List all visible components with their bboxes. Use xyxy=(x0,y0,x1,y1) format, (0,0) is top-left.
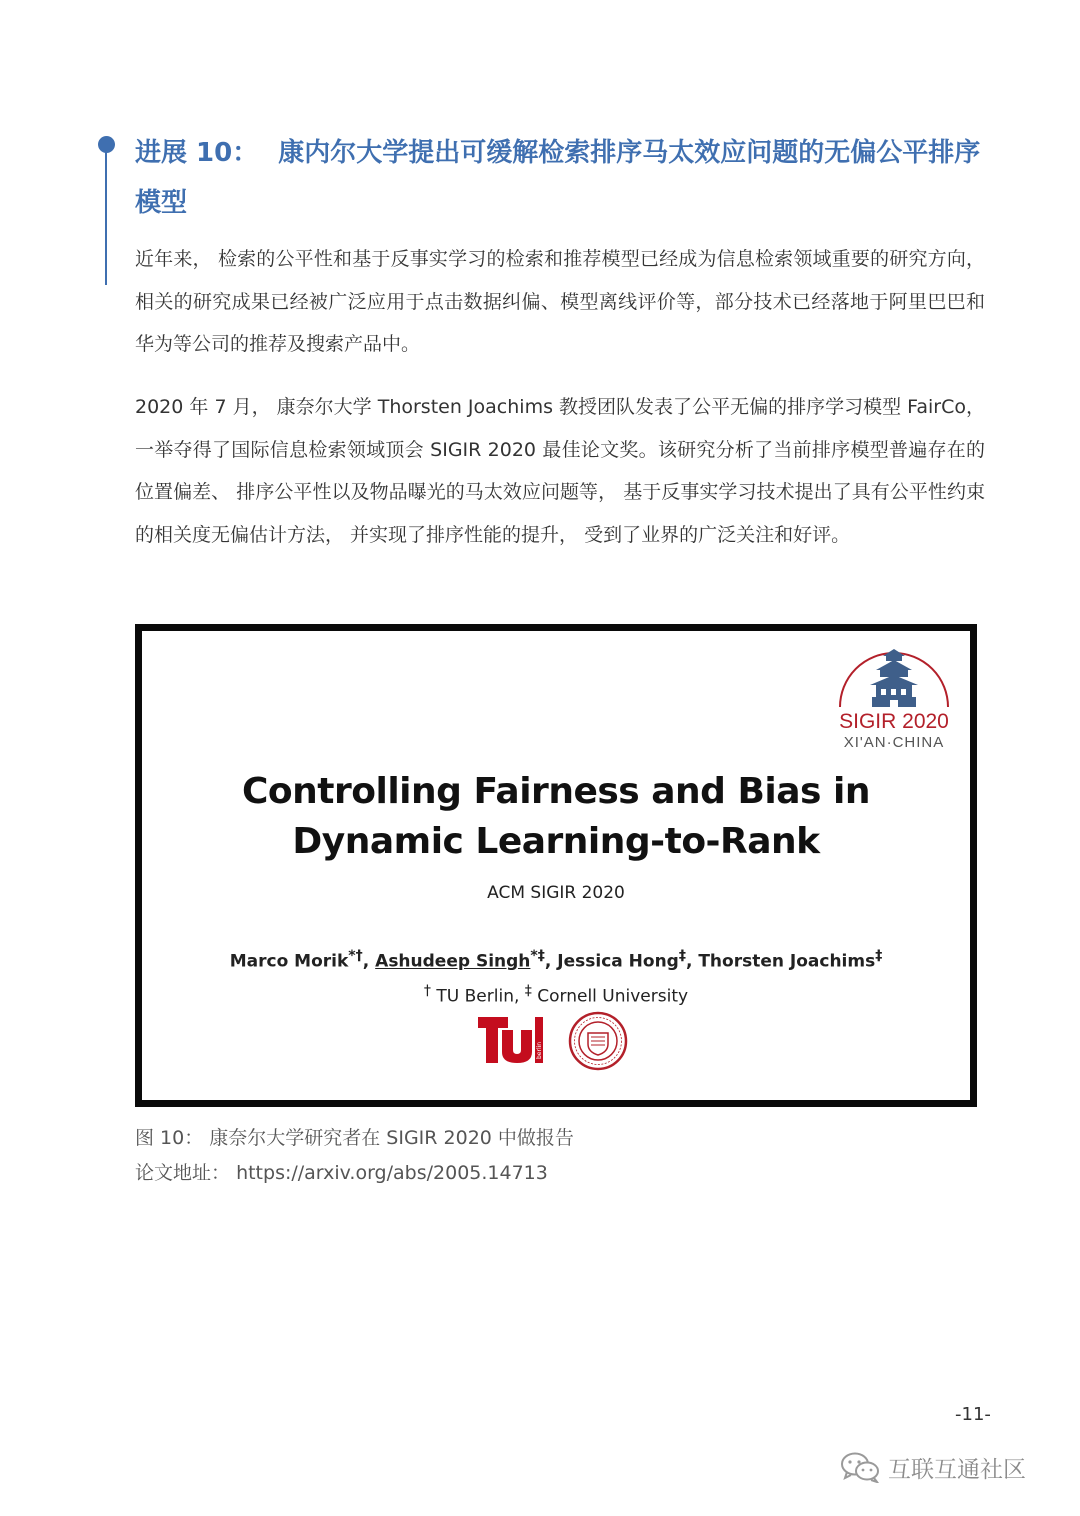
sigir-tower-icon xyxy=(834,645,954,711)
author-mark: ‡ xyxy=(678,948,686,964)
paper-affiliations xyxy=(142,983,970,1007)
affiliation-mark: † xyxy=(423,983,431,999)
wechat-watermark xyxy=(840,1447,1026,1487)
heading-title: 康内尔大学提出可缓解检索排序马太效应问题的无偏公平排序模型 xyxy=(135,138,981,218)
author-mark: *‡ xyxy=(530,948,545,964)
heading-label: 进展 10： xyxy=(135,138,259,168)
author-separator: , xyxy=(685,951,699,972)
cornell-seal-icon xyxy=(568,1011,628,1071)
paper-link-url[interactable]: https://arxiv.org/abs/2005.14713 xyxy=(236,1162,548,1184)
paper-title-line-1: Controlling Fairness and Bias in xyxy=(242,771,870,812)
paragraph-1: 近年来， 检索的公平性和基于反事实学习的检索和推荐模型已经成为信息检索领域重要的研究方向，相关的研究成果已经被广泛应用于点击数据纠偏、模型离线评价等，部分技术已经落地于阿里巴巴和华为等公司的推荐及搜索产品中。 xyxy=(135,248,985,355)
paragraph-2: 2020 年 7 月， 康奈尔大学 Thorsten Joachims 教授团队发表了公平无偏的排序学习模型 FairCo，一举夺得了国际信息检索领域顶会 SIGIR 2020 最佳论文奖。该研究分析了当前排序模型普遍存在的位置偏差、 排序公平性以及物品曝光的马太效应问题等， 基于反事实学习技术提出了具有公平性约束的相关度无偏估计方法， 并实现了排序性能的提升， 受到了业界的广泛关注和好评。 xyxy=(135,396,985,546)
tu-berlin-logo xyxy=(478,1015,544,1065)
author-name: Jessica Hong xyxy=(557,951,679,972)
author-name: Ashudeep Singh xyxy=(375,951,531,972)
svg-text:berlin: berlin xyxy=(536,1041,543,1059)
author-mark: ‡ xyxy=(875,948,883,964)
author-name: Marco Morik xyxy=(229,951,349,972)
author-separator: , xyxy=(544,951,558,972)
author-name: Thorsten Joachims xyxy=(698,951,876,972)
paper-link-label: 论文地址： xyxy=(135,1162,231,1184)
sigir-logo-text: SIGIR 2020 xyxy=(839,710,949,733)
wechat-icon xyxy=(840,1451,880,1483)
heading-accent-line xyxy=(105,150,107,285)
affiliation-mark: ‡ xyxy=(524,983,532,999)
page-number: -11- xyxy=(955,1404,991,1425)
author-separator: , xyxy=(362,951,376,972)
paper-venue: ACM SIGIR 2020 xyxy=(487,883,625,903)
figure-caption: 图 10： 康奈尔大学研究者在 SIGIR 2020 中做报告 xyxy=(135,1127,574,1149)
paper-authors xyxy=(142,948,970,972)
paper-title xyxy=(142,767,970,867)
sigir-2020-logo xyxy=(828,645,960,753)
author-mark: *† xyxy=(348,948,363,964)
paper-title-line-2: Dynamic Learning-to-Rank xyxy=(292,821,820,862)
affiliation-cornell: Cornell University xyxy=(531,986,689,1007)
sigir-logo-city: XI'AN·CHINA xyxy=(843,734,945,751)
paper-link-line xyxy=(135,1156,985,1190)
section-heading xyxy=(135,128,995,228)
paper-title-slide xyxy=(135,624,977,1107)
affiliation-tu-berlin: TU Berlin, xyxy=(431,986,525,1007)
watermark-text: 互联互通社区 xyxy=(888,1456,1026,1483)
